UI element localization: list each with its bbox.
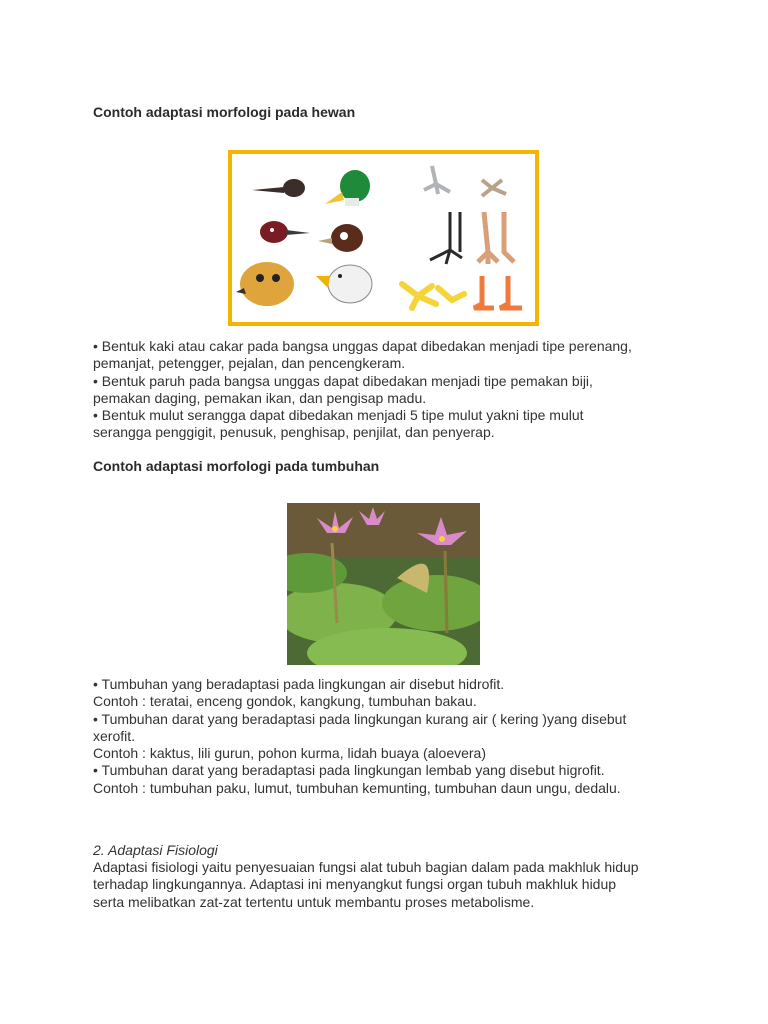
heading-animal-morphology: Contoh adaptasi morfologi pada hewan (93, 104, 356, 120)
text-line: • Tumbuhan yang beradaptasi pada lingkungan air disebut hidrofit. (93, 676, 505, 692)
text-line: serta melibatkan zat-zat tertentu untuk membantu proses metabolisme. (93, 893, 535, 910)
text-line: pemakan daging, pemakan ikan, dan pengisap madu. (93, 389, 427, 406)
text-line: • Bentuk kaki atau cakar pada bangsa unggas dapat dibedakan menjadi tipe perenang, (93, 338, 632, 354)
text-line: • Tumbuhan darat yang beradaptasi pada lingkungan kurang air ( kering )yang disebut (93, 710, 627, 727)
grasping-foot-icon (482, 180, 506, 196)
text-line: pemanjat, petengger, pejalan, dan pencengkeram. (93, 355, 406, 372)
text-line: xerofit. (93, 727, 136, 744)
plant-examples (93, 676, 693, 797)
finch-head-icon (318, 224, 363, 252)
duck-head-icon (325, 170, 370, 206)
walking-foot-icon (478, 212, 514, 264)
hummingbird-beak-icon (260, 221, 310, 243)
owl-head-icon (236, 262, 294, 306)
text-line: Adaptasi fisiologi yaitu penyesuaian fungsi alat tubuh bagian dalam pada makhluk hidup (93, 859, 639, 875)
text-line: terhadap lingkungannya. Adaptasi ini menyangkut fungsi organ tubuh makhluk hidup (93, 876, 617, 893)
animal-bullets (93, 338, 693, 442)
claw-foot-icon (402, 284, 464, 308)
wading-foot-icon (424, 166, 450, 194)
bird-beaks-and-feet-figure (228, 150, 539, 326)
eagle-head-icon (316, 265, 372, 303)
heron-beak-icon (252, 179, 305, 197)
water-lily-photo (287, 503, 480, 665)
text-line: Contoh : kaktus, lili gurun, pohon kurma, lidah buaya (aloevera) (93, 745, 486, 762)
webbed-foot-icon (474, 276, 522, 308)
heading-plant-morphology: Contoh adaptasi morfologi pada tumbuhan (93, 458, 380, 474)
bird-illustrations (232, 154, 535, 322)
physiology-paragraph (93, 859, 693, 911)
text-line: • Tumbuhan darat yang beradaptasi pada lingkungan lembab yang disebut higrofit. (93, 762, 605, 779)
text-line: Contoh : teratai, enceng gondok, kangkung, tumbuhan bakau. (93, 693, 477, 710)
text-line: Contoh : tumbuhan paku, lumut, tumbuhan kemunting, tumbuhan daun ungu, dedalu. (93, 779, 621, 796)
perching-foot-icon (430, 212, 462, 264)
text-line: • Bentuk paruh pada bangsa unggas dapat dibedakan menjadi tipe pemakan biji, (93, 372, 593, 389)
heading-physiology: 2. Adaptasi Fisiologi (93, 842, 218, 858)
text-line: • Bentuk mulut serangga dapat dibedakan menjadi 5 tipe mulut yakni tipe mulut (93, 407, 584, 424)
text-line: serangga penggigit, penusuk, penghisap, penjilat, dan penyerap. (93, 424, 495, 441)
